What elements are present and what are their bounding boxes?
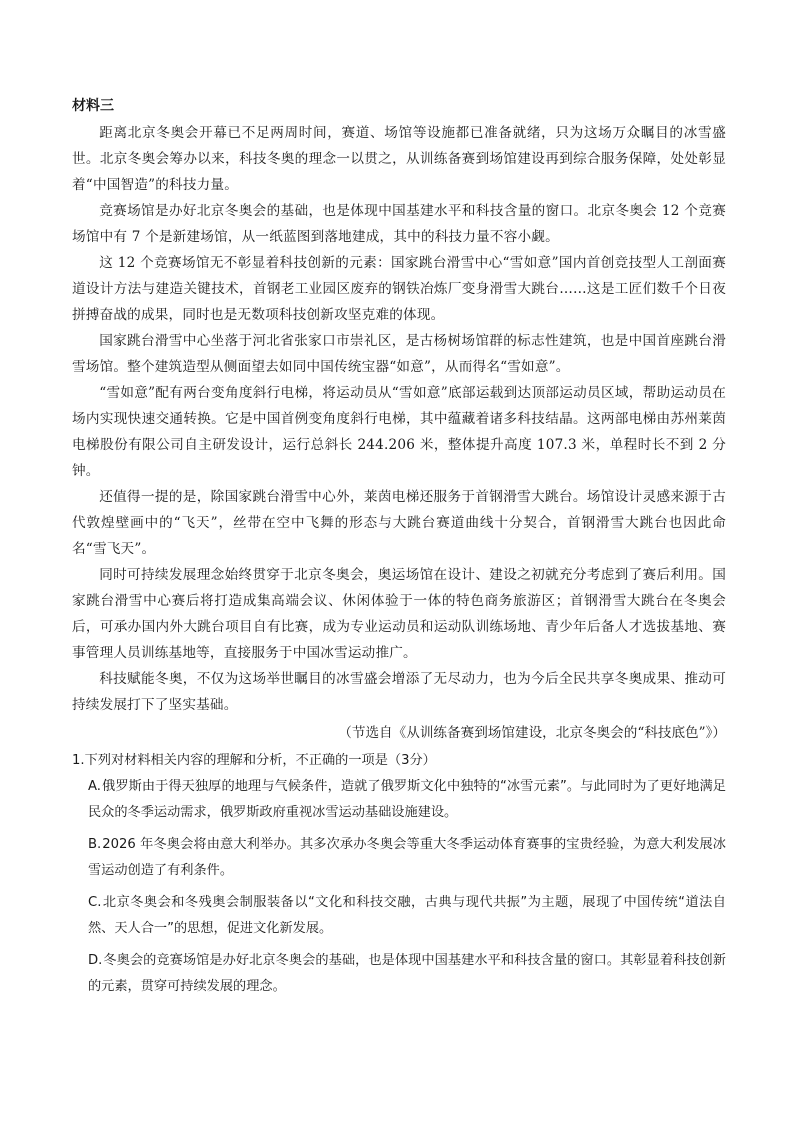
option-text: 俄罗斯由于得天独厚的地理与气候条件，造就了俄罗斯文化中独特的“冰雪元素”。与此同时为了更好地满足民众的冬季运动需求，俄罗斯政府重视冰雪运动基础设施建设。 xyxy=(88,779,726,820)
option-a xyxy=(72,774,726,826)
answer-options xyxy=(72,774,726,1000)
question-stem: 1.下列对材料相关内容的理解和分析，不正确的一项是（3分） xyxy=(72,753,436,768)
option-letter: D. xyxy=(88,953,103,968)
paragraph: 科技赋能冬奥，不仅为这场举世瞩目的冰雪盛会增添了无尽动力，也为今后全民共享冬奥成果、推动可持续发展打下了坚实基础。 xyxy=(72,671,726,713)
source-citation: （节选自《从训练备赛到场馆建设，北京冬奥会的“科技底色”》） xyxy=(338,725,726,741)
option-text: 冬奥会的竞赛场馆是办好北京冬奥会的基础，也是体现中国基建水平和科技含量的窗口。其彰显着科技创新的元素，贯穿可持续发展的理念。 xyxy=(88,953,726,994)
paragraph: “雪如意”配有两台变角度斜行电梯，将运动员从“雪如意”底部运载到达顶部运动员区域，帮助运动员在场内实现快速交通转换。它是中国首例变角度斜行电梯，其中蕴藏着诸多科技结晶。这两部电梯由苏州莱茵电梯股份有限公司自主研发设计，运行总斜长 244.206 米，整体提升高度 107.3 米，单程时长不到 2 分钟。 xyxy=(72,385,726,479)
paragraph: 同时可持续发展理念始终贯穿于北京冬奥会，奥运场馆在设计、建设之初就充分考虑到了赛后利用。国家跳台滑雪中心赛后将打造成集高端会议、休闲体验于一体的特色商务旅游区；首钢滑雪大跳台在冬奥会后，可承办国内外大跳台项目自有比赛，成为专业运动员和运动队训练场地、青少年后备人才选拔基地、赛事管理人员训练基地等，直接服务于中国冰雪运动推广。 xyxy=(72,567,726,661)
paragraph: 距离北京冬奥会开幕已不足两周时间，赛道、场馆等设施都已准备就绪，只为这场万众瞩目的冰雪盛世。北京冬奥会筹办以来，科技冬奥的理念一以贯之，从训练备赛到场馆建设再到综合服务保障，处处彰显着“中国智造”的科技力量。 xyxy=(72,125,726,193)
paragraph: 还值得一提的是，除国家跳台滑雪中心外，莱茵电梯还服务于首钢滑雪大跳台。场馆设计灵感来源于古代敦煌壁画中的“飞天”，丝带在空中飞舞的形态与大跳台赛道曲线十分契合，首钢滑雪大跳台也因此命名“雪飞天”。 xyxy=(72,489,726,557)
article-body xyxy=(72,120,726,718)
section-title: 材料三 xyxy=(72,98,114,114)
option-text: 2026 年冬奥会将由意大利举办。其多次承办冬奥会等重大冬季运动体育赛事的宝贵经验，为意大利发展冰雪运动创造了有利条件。 xyxy=(88,837,726,878)
option-c xyxy=(72,890,726,942)
paragraph: 竞赛场馆是办好北京冬奥会的基础，也是体现中国基建水平和科技含量的窗口。北京冬奥会 12 个竞赛场馆中有 7 个是新建场馆，从一纸蓝图到落地建成，其中的科技力量不容小觑。 xyxy=(72,203,726,245)
option-d xyxy=(72,948,726,1000)
question-block xyxy=(72,748,726,1000)
paragraph: 这 12 个竞赛场馆无不彰显着科技创新的元素：国家跳台滑雪中心“雪如意”国内首创竞技型人工剖面赛道设计方法与建造关键技术，首钢老工业园区废弃的钢铁冶炼厂变身滑雪大跳台……这是工匠们数千个日夜拼搏奋战的成果，同时也是无数项科技创新攻坚克难的体现。 xyxy=(72,255,726,323)
option-text: 北京冬奥会和冬残奥会制服装备以“文化和科技交融，古典与现代共振”为主题，展现了中国传统“道法自然、天人合一”的思想，促进文化新发展。 xyxy=(88,895,726,936)
option-letter: C. xyxy=(88,895,102,910)
option-b xyxy=(72,832,726,884)
option-letter: A. xyxy=(88,779,101,794)
document-page xyxy=(72,96,726,1006)
paragraph: 国家跳台滑雪中心坐落于河北省张家口市崇礼区，是古杨树场馆群的标志性建筑，也是中国首座跳台滑雪场馆。整个建筑造型从侧面望去如同中国传统宝器“如意”，从而得名“雪如意”。 xyxy=(72,333,726,375)
option-letter: B. xyxy=(88,837,102,852)
